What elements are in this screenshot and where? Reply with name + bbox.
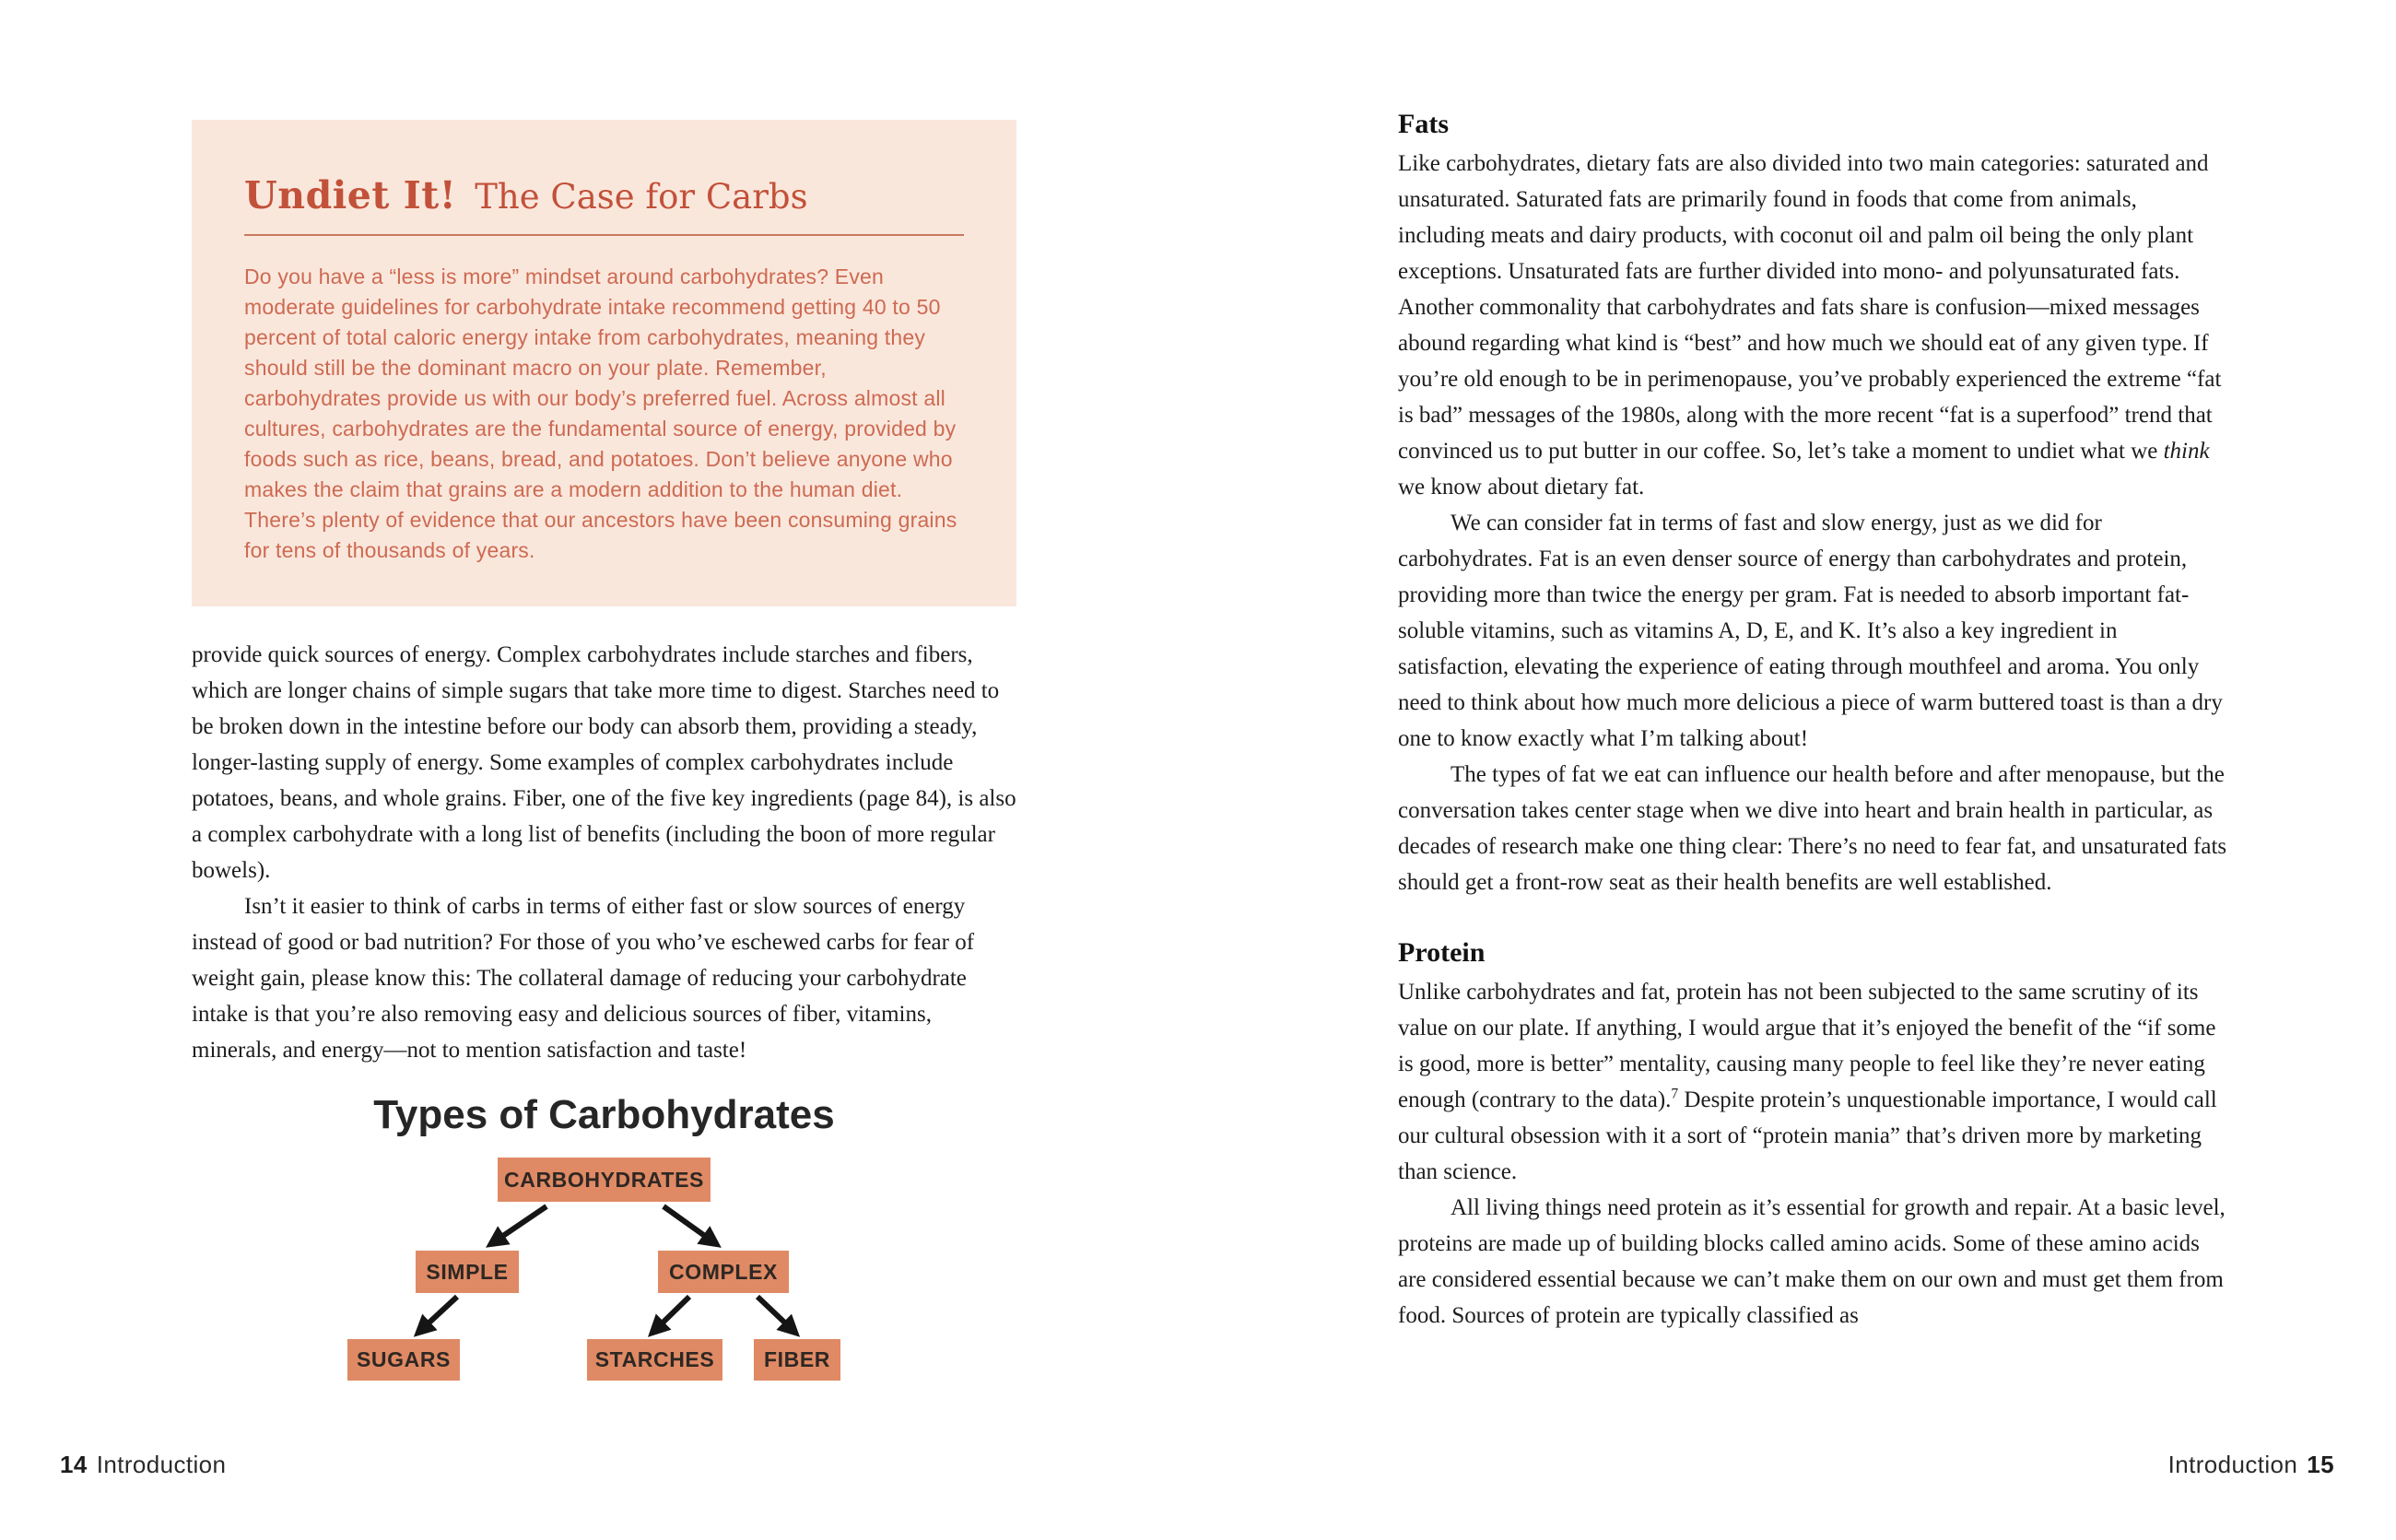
section-heading-fats: Fats bbox=[1398, 109, 1449, 139]
body-paragraph: Isn’t it easier to think of carbs in terms of either fast or slow sources of energy instead of good or bad nutrition? For those of you who’ve eschewed carbs for fear of weight gain, please know this: The collateral damage of reducing your carbohydrate intake is that you’re also removing easy and delicious sources of fiber, vitamins, minerals, and energy—not to mention satisfaction and taste! bbox=[192, 894, 975, 1063]
left-page-column bbox=[192, 120, 1016, 1396]
arrow-complex-starches bbox=[653, 1297, 689, 1332]
callout-title-lead: Undiet It! bbox=[244, 173, 457, 217]
callout-title-rest: The Case for Carbs bbox=[475, 177, 808, 217]
arrow-carbohydrates-complex bbox=[664, 1206, 715, 1243]
diagram-node-starches: STARCHES bbox=[587, 1339, 722, 1381]
right-page-number: 15 bbox=[2307, 1451, 2334, 1478]
undiet-callout-box bbox=[192, 120, 1016, 606]
body-paragraph: The types of fat we eat can influence our health before and after menopause, but the conversation takes center stage when we dive into heart and brain health in particular, as decades of research make one thing clear: There’s no need to fear fat, and unsaturated fats should get a front-row seat as their health benefits are well established. bbox=[1398, 762, 2227, 895]
body-paragraph: All living things need protein as it’s essential for growth and repair. At a basic level, proteins are made up of building blocks called amino acids. Some of these amino acids are considered essential because we can’t make them on our own and must get them from food. Sources of protein are typically classified as bbox=[1398, 1195, 2226, 1328]
arrow-carbohydrates-simple bbox=[492, 1206, 546, 1243]
diagram-node-complex: COMPLEX bbox=[658, 1251, 789, 1293]
body-paragraph: provide quick sources of energy. Complex carbohydrates include starches and fibers, which are longer chains of simple sugars that take more time to digest. Starches need to be broken down in the intestine before our body can absorb them, providing a steady, longer-lasting supply of energy. Some examples of complex carbohydrates include potatoes, beans, and whole grains. Fiber, one of the five key ingredients (page 84), is also a complex carbohydrate with a long list of benefits (including the boon of more regular bowels). bbox=[192, 642, 1016, 883]
section-heading-protein: Protein bbox=[1398, 937, 1486, 968]
diagram-title: Types of Carbohydrates bbox=[373, 1092, 835, 1137]
diagram-node-sugars: SUGARS bbox=[347, 1339, 460, 1381]
body-paragraph: Like carbohydrates, dietary fats are also divided into two main categories: saturated and unsaturated. Saturated fats are primarily found in foods that come from animals, including meats and dairy products, with coconut oil and palm oil being the only plant exceptions. Unsaturated fats are further divided into mono- and polyunsaturated fats. Another commonality that carbohydrates and fats share is confusion—mixed messages abound regarding what kind is “best” and how much we should eat of any given type. If you’re old enough to be in perimenopause, you’ve probably experienced the extreme “fat is bad” messages of the 1980s, along with the more recent “fat is a superfood” trend that convinced us to put butter in our coffee. So, let’s take a moment to undiet what we think we know about dietary fat. bbox=[1398, 151, 2222, 500]
right-footer-section: Introduction bbox=[2167, 1451, 2298, 1478]
left-footer-section: Introduction bbox=[96, 1451, 227, 1478]
left-page-footer bbox=[60, 1451, 226, 1479]
diagram-node-fiber: FIBER bbox=[754, 1339, 840, 1381]
callout-body-text: Do you have a “less is more” mindset around carbohydrates? Even moderate guidelines for carbohydrate intake recommend getting 40 to 50 percent of total caloric energy intake from carbohydrates, meaning they should still be the dominant macro on your plate. Remember, carbohydrates provide us with our body’s preferred fuel. Across almost all cultures, carbohydrates are the fundamental source of energy, provided by foods such as rice, beans, bread, and potatoes. Don’t believe anyone who makes the claim that grains are a modern addition to the human diet. There’s plenty of evidence that our ancestors have been consuming grains for tens of thousands of years. bbox=[244, 265, 957, 562]
body-paragraph: We can consider fat in terms of fast and slow energy, just as we did for carbohydrates. Fat is an even denser source of energy than carbohydrates and protein, providing more than twice the energy per gram. Fat is needed to absorb important fat-soluble vitamins, such as vitamins A, D, E, and K. It’s also a key ingredient in satisfaction, elevating the experience of eating through mouthfeel and aroma. You only need to think about how much more delicious a piece of warm buttered toast is than a dry one to know exactly what I’m talking about! bbox=[1398, 511, 2223, 751]
right-page-column bbox=[1398, 109, 2227, 1334]
right-page-footer bbox=[2168, 1451, 2334, 1479]
arrow-simple-sugars bbox=[419, 1297, 457, 1332]
left-page-number: 14 bbox=[60, 1451, 88, 1478]
diagram-node-simple: SIMPLE bbox=[416, 1251, 519, 1293]
callout-title bbox=[244, 173, 964, 217]
carbohydrates-diagram bbox=[192, 1092, 1016, 1396]
callout-divider bbox=[244, 234, 964, 236]
arrow-complex-fiber bbox=[758, 1297, 794, 1332]
body-paragraph: Unlike carbohydrates and fat, protein has not been subjected to the same scrutiny of its value on our plate. If anything, I would argue that it’s enjoyed the benefit of the “if some is good, more is better” mentality, causing many people to feel like they’re never eating enough (contrary to the data).$^7$ Despite protein’s unquestionable importance, I would call our cultural obsession with it a sort of “protein mania” that’s driven more by marketing than science. bbox=[1398, 980, 2217, 1184]
diagram-node-carbohydrates: CARBOHYDRATES bbox=[498, 1158, 711, 1202]
